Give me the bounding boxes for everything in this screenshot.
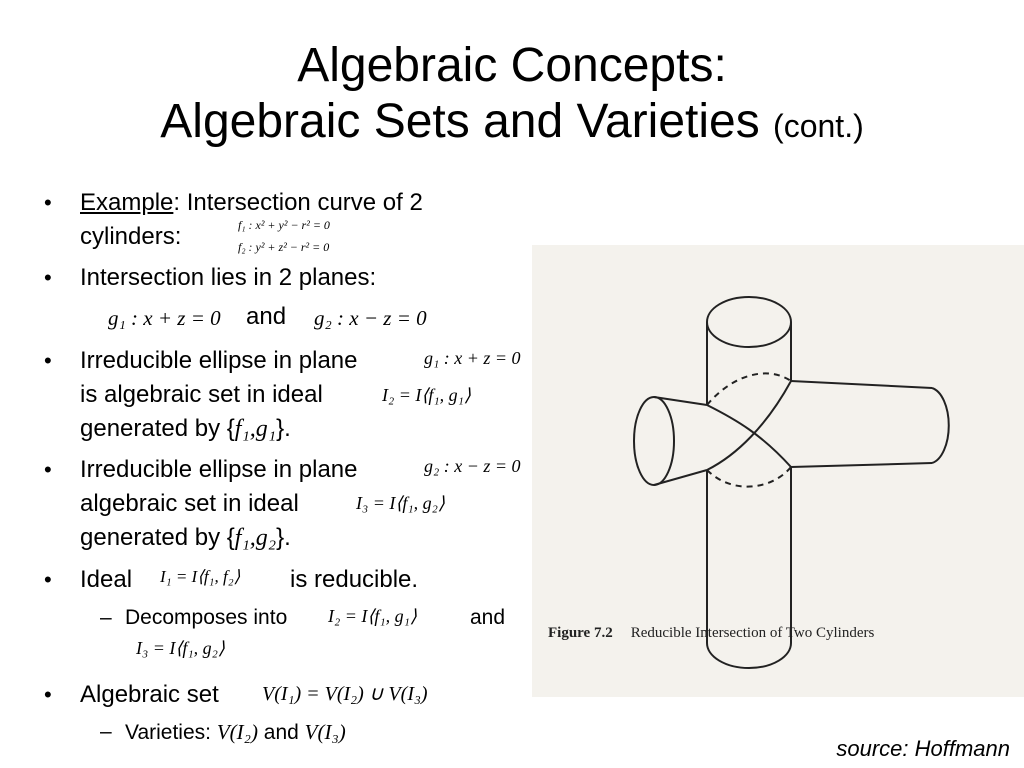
ideal-i1: I₁ = I⟨f₁, f₂⟩ [160, 567, 241, 586]
equation-g2: g₂ : x − z = 0 [314, 306, 427, 330]
bullet-1-line-1 [80, 186, 423, 220]
ideal-i2: I₂ = I⟨f₁, g₁⟩ [382, 385, 471, 405]
equation-g1: g₁ : x + z = 0 [108, 306, 221, 330]
title-line-1: Algebraic Concepts: [297, 39, 727, 92]
bullet-3-line-2: is algebraic set in ideal [80, 381, 323, 408]
intersection-curve-front-2 [707, 381, 791, 470]
bullet-marker: • [44, 457, 52, 482]
bullet-marker: • [44, 265, 52, 290]
sub-ideal-i3: I₃ = I⟨f₁, g₂⟩ [136, 638, 225, 658]
source-credit: source: Hoffmann [836, 736, 1010, 761]
horizontal-cylinder-end-ellipse [634, 397, 674, 485]
variety-v3: V(I₃) [304, 720, 346, 744]
varieties-line [125, 718, 346, 747]
bullet-1-line-2: cylinders: [80, 223, 182, 250]
bullet-2-text: Intersection lies in 2 planes: [80, 264, 377, 291]
title-cont: (cont.) [773, 108, 864, 144]
equation-f1: f₁ : x² + y² − r² = 0 [238, 218, 330, 232]
slide-title [0, 38, 1024, 154]
horizontal-cylinder-bottom-right [791, 463, 932, 467]
bullet-1-rest: : Intersection curve of 2 [173, 189, 423, 216]
bullet-4-line-3 [80, 521, 291, 555]
vertical-cylinder-top-ellipse [707, 297, 791, 347]
horizontal-cylinder-right-end [932, 388, 949, 463]
is-reducible-text: is reducible. [290, 566, 419, 593]
algebraic-set-equation: V(I₁) = V(I₂) ∪ V(I₃) [262, 683, 428, 705]
example-label: Example [80, 189, 174, 216]
dash-marker: – [100, 606, 112, 629]
intersection-curve-front-1 [707, 405, 791, 467]
sub-ideal-i2: I₂ = I⟨f₁, g₁⟩ [328, 606, 417, 626]
bullet-4-line-2: algebraic set in ideal [80, 490, 299, 517]
ideal-i3: I₃ = I⟨f₁, g₂⟩ [356, 493, 445, 513]
bullet-3-line-1: Irreducible ellipse in plane [80, 347, 358, 374]
and-text: and [246, 303, 287, 330]
bullet-4-line-1: Irreducible ellipse in plane [80, 456, 358, 483]
ideal-label: Ideal [80, 566, 133, 593]
decomposes-into-text: Decomposes into [125, 606, 288, 629]
bullet-marker: • [44, 190, 52, 215]
closing-brace: }. [276, 524, 291, 551]
horizontal-cylinder-top-right [791, 381, 932, 388]
algebraic-set-label: Algebraic set [80, 681, 219, 708]
varieties-label: Varieties: [125, 721, 211, 744]
intersection-curve-hidden-2 [707, 467, 791, 487]
generated-by-text: generated by { [80, 415, 235, 442]
dash-marker: – [100, 720, 112, 743]
generators-f1-g2: f₁,g₂ [234, 525, 277, 551]
bullet-marker: • [44, 567, 52, 592]
equation-f2: f₂ : y² + z² − r² = 0 [238, 240, 330, 254]
figure-label: Figure 7.2 [548, 625, 613, 641]
title-line-2 [0, 94, 1024, 154]
bullet-3-plane-equation: g₁ : x + z = 0 [424, 348, 521, 368]
generators-f1-g1: f₁,g₁ [234, 416, 277, 442]
figure-caption [548, 625, 874, 642]
sub-and-text: and [470, 606, 506, 629]
figure-caption-text: Reducible Intersection of Two Cylinders [630, 625, 875, 641]
bullet-4-plane-equation: g₂ : x − z = 0 [424, 456, 521, 476]
title-main: Algebraic Sets and Varieties [160, 95, 760, 148]
bullet-marker: • [44, 682, 52, 707]
bullet-marker: • [44, 348, 52, 373]
variety-v2: V(I₂) [216, 720, 258, 744]
varieties-and: and [263, 721, 299, 744]
closing-brace: }. [276, 415, 291, 442]
bullet-3-line-3 [80, 412, 291, 446]
horizontal-cylinder-bottom-left [654, 470, 707, 485]
generated-by-text: generated by { [80, 524, 235, 551]
